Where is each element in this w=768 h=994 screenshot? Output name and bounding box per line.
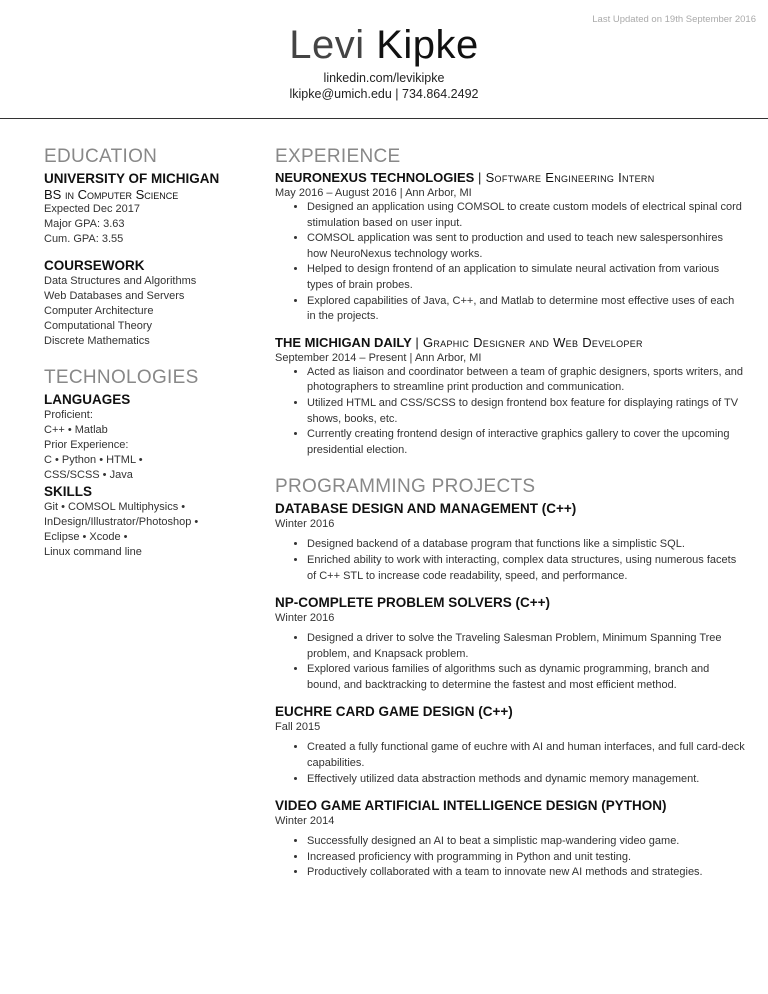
course-item: Data Structures and Algorithms — [44, 275, 197, 287]
proficient-label: Proficient: — [44, 409, 93, 421]
job-bullets — [275, 365, 745, 459]
skill-line: InDesign/Illustrator/Photoshop • — [44, 516, 199, 528]
resume-header — [0, 20, 768, 102]
project-date: Fall 2015 — [275, 721, 321, 734]
bullet: • Created a fully functional game of euchre with AI and human interfaces, and full card-deck capabilities. — [307, 740, 745, 771]
job-role: | Graphic Designer and Web Developer — [415, 334, 643, 350]
expected-graduation: Expected Dec 2017 — [44, 203, 141, 215]
bullet: • Designed an application using COMSOL to create custom models of electrical spinal cord stimulation based on user input. — [307, 200, 745, 231]
bullet: • Productively collaborated with a team to innovate new AI methods and strategies. — [307, 865, 745, 881]
company-name: NEURONEXUS TECHNOLOGIES — [275, 170, 475, 185]
full-name — [0, 20, 768, 70]
bullet: • Successfully designed an AI to beat a simplistic map-wandering video game. — [307, 834, 745, 850]
project-bullets — [275, 834, 745, 881]
job-header — [275, 170, 745, 186]
contact-line: lkipke@umich.edu | 734.864.2492 — [289, 87, 479, 101]
proficient-languages: C++ • Matlab — [44, 424, 108, 436]
technologies-heading: TECHNOLOGIES — [44, 367, 199, 388]
project-entry — [275, 703, 745, 787]
project-date: Winter 2016 — [275, 518, 335, 531]
bullet: • Enriched ability to work with interacting, complex data structures, using numerous facets of C++ STL to increase code readability, speed, and performance. — [307, 553, 745, 584]
project-entry — [275, 500, 745, 584]
course-item: Computer Architecture — [44, 305, 154, 317]
project-entry — [275, 797, 745, 881]
job-header — [275, 335, 745, 351]
school-name: UNIVERSITY OF MICHIGAN — [44, 171, 220, 186]
skill-line: Linux command line — [44, 546, 142, 558]
bullet: • Explored various families of algorithms such as dynamic programming, branch and bound, and backtracking to determine the fastest and most efficient method. — [307, 662, 745, 693]
bullet: • Increased proficiency with programming in Python and unit testing. — [307, 850, 745, 866]
projects-heading: PROGRAMMING PROJECTS — [275, 476, 536, 498]
cum-gpa: Cum. GPA: 3.55 — [44, 233, 124, 245]
job-meta: May 2016 – August 2016 | Ann Arbor, MI — [275, 187, 472, 199]
project-bullets — [275, 537, 745, 584]
degree: BS in Computer Science — [44, 187, 179, 202]
project-name: DATABASE DESIGN AND MANAGEMENT (C++) — [275, 501, 577, 517]
header-divider — [0, 118, 768, 119]
prior-languages: CSS/SCSS • Java — [44, 469, 133, 481]
last-name: Kipke — [376, 23, 479, 67]
first-name: Levi — [289, 23, 365, 67]
prior-languages: C • Python • HTML • — [44, 454, 143, 466]
project-name: EUCHRE CARD GAME DESIGN (C++) — [275, 704, 513, 720]
bullet: • Helped to design frontend of an application to simulate neural activation from various types of brain probes. — [307, 262, 745, 293]
bullet: • Currently creating frontend design of interactive graphics gallery to cover the upcoming presidential election. — [307, 427, 745, 458]
bullet: • Effectively utilized data abstraction methods and dynamic memory management. — [307, 772, 745, 788]
skill-line: Eclipse • Xcode • — [44, 531, 128, 543]
course-item: Web Databases and Servers — [44, 290, 185, 302]
skills-heading: SKILLS — [44, 484, 93, 499]
bullet: • Designed backend of a database program that functions like a simplistic SQL. — [307, 537, 745, 553]
right-column — [275, 146, 745, 881]
bullet: • COMSOL application was sent to production and used to teach new salespersonhires how NeuroNexus technology works. — [307, 231, 745, 262]
project-bullets — [275, 740, 745, 787]
bullet: • Utilized HTML and CSS/SCSS to design frontend box feature for displaying ratings of TV shows, books, etc. — [307, 396, 745, 427]
company-name: THE MICHIGAN DAILY — [275, 334, 412, 350]
linkedin-link[interactable]: linkedin.com/levikipke — [323, 71, 445, 85]
project-date: Winter 2014 — [275, 815, 335, 828]
bullet: • Acted as liaison and coordinator between a team of graphic designers, sports writers, and photographers to streamline print production and communication. — [307, 365, 745, 396]
job-bullets — [275, 200, 745, 325]
experience-heading: EXPERIENCE — [275, 146, 401, 167]
project-entry — [275, 594, 745, 693]
left-column — [44, 146, 254, 560]
bullet: • Designed a driver to solve the Traveling Salesman Problem, Minimum Spanning Tree problem, and Knapsack problem. — [307, 631, 745, 662]
project-bullets — [275, 631, 745, 693]
languages-heading: LANGUAGES — [44, 392, 131, 407]
project-name: NP-COMPLETE PROBLEM SOLVERS (C++) — [275, 595, 551, 611]
project-date: Winter 2016 — [275, 612, 335, 625]
coursework-heading: COURSEWORK — [44, 258, 145, 273]
last-updated: Last Updated on 19th September 2016 — [592, 14, 756, 25]
major-gpa: Major GPA: 3.63 — [44, 218, 125, 230]
job-entry — [275, 335, 745, 459]
project-name: VIDEO GAME ARTIFICIAL INTELLIGENCE DESIGN (PYTHON) — [275, 798, 667, 814]
education-heading: EDUCATION — [44, 146, 158, 167]
job-role: | Software Engineering Intern — [477, 170, 655, 185]
bullet: • Explored capabilities of Java, C++, and Matlab to determine most effective uses of each in the projects. — [307, 294, 745, 325]
job-meta: September 2014 – Present | Ann Arbor, MI — [275, 351, 482, 364]
prior-label: Prior Experience: — [44, 439, 129, 451]
course-item: Discrete Mathematics — [44, 335, 150, 347]
job-entry — [275, 170, 745, 325]
course-item: Computational Theory — [44, 320, 153, 332]
skill-line: Git • COMSOL Multiphysics • — [44, 501, 186, 513]
